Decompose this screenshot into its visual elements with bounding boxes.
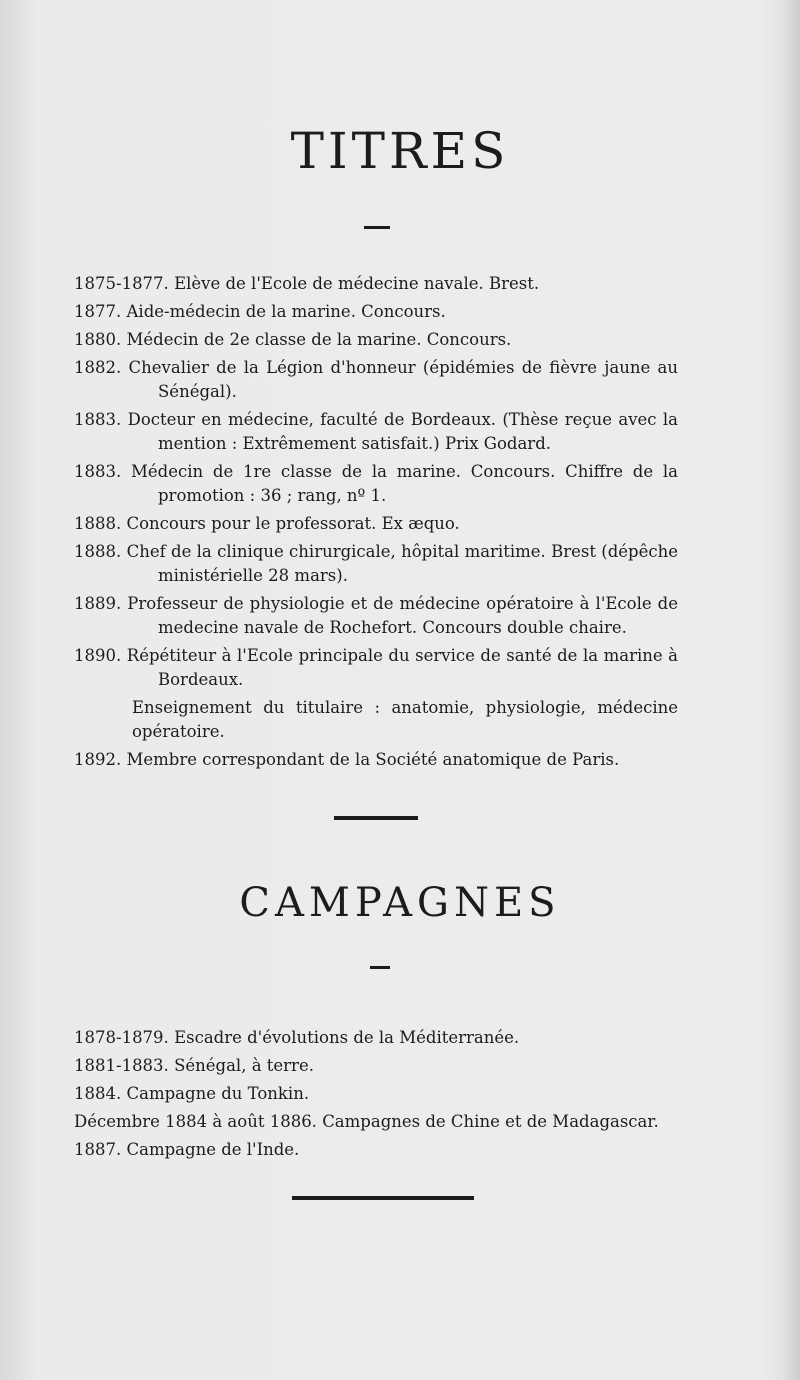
titres-entry bbox=[74, 512, 678, 536]
titres-entry bbox=[74, 328, 678, 352]
entry-text: Enseignement du titulaire : anatomie, physiologie, médecine opératoire. bbox=[132, 698, 678, 741]
titres-heading: TITRES bbox=[290, 122, 510, 180]
section-divider bbox=[334, 816, 418, 820]
titres-entry bbox=[74, 644, 678, 692]
entry-text: Membre correspondant de la Société anatomique de Paris. bbox=[126, 750, 620, 769]
titres-note bbox=[74, 696, 678, 744]
entry-text: Elève de l'Ecole de médecine navale. Brest. bbox=[174, 274, 540, 293]
entry-year: 1875-1877. bbox=[74, 274, 169, 293]
entry-year: 1892. bbox=[74, 750, 122, 769]
entry-year: 1889. bbox=[74, 594, 122, 613]
entry-text: Sénégal, à terre. bbox=[174, 1056, 314, 1075]
entry-text: Escadre d'évolutions de la Méditerranée. bbox=[174, 1028, 520, 1047]
titres-entry bbox=[74, 272, 678, 296]
entry-text: Docteur en médecine, faculté de Bordeaux. (Thèse reçue avec la mention : Extrêmement satisfait.) Prix Godard. bbox=[127, 410, 678, 453]
titres-list bbox=[74, 272, 678, 776]
titres-entry bbox=[74, 460, 678, 508]
titres-entry bbox=[74, 356, 678, 404]
campagnes-entry bbox=[74, 1026, 678, 1050]
entry-text: Répétiteur à l'Ecole principale du service de santé de la marine à Bordeaux. bbox=[126, 646, 678, 689]
entry-text: Chef de la clinique chirurgicale, hôpital maritime. Brest (dépêche ministérielle 28 mars). bbox=[126, 542, 679, 585]
entry-year: 1888. bbox=[74, 514, 122, 533]
titres-entry bbox=[74, 592, 678, 640]
campagnes-entry bbox=[74, 1082, 678, 1106]
entry-text: Campagne du Tonkin. bbox=[126, 1084, 310, 1103]
entry-year: 1883. bbox=[74, 462, 122, 481]
entry-text: Campagnes de Chine et de Madagascar. bbox=[322, 1112, 659, 1131]
campagnes-dash bbox=[370, 966, 390, 969]
entry-year: 1880. bbox=[74, 330, 122, 349]
entry-year: 1878-1879. bbox=[74, 1028, 169, 1047]
entry-year: 1887. bbox=[74, 1140, 122, 1159]
entry-year: 1882. bbox=[74, 358, 122, 377]
entry-year: 1884. bbox=[74, 1084, 122, 1103]
entry-text: Campagne de l'Inde. bbox=[126, 1140, 300, 1159]
titres-dash bbox=[364, 226, 390, 229]
entry-year: 1883. bbox=[74, 410, 122, 429]
entry-year: 1881-1883. bbox=[74, 1056, 169, 1075]
titres-entry bbox=[74, 540, 678, 588]
entry-year: 1888. bbox=[74, 542, 122, 561]
titres-entry bbox=[74, 748, 678, 772]
campagnes-entry bbox=[74, 1054, 678, 1078]
entry-text: Aide-médecin de la marine. Concours. bbox=[126, 302, 446, 321]
entry-year: 1890. bbox=[74, 646, 122, 665]
end-divider bbox=[292, 1196, 474, 1200]
campagnes-entry bbox=[74, 1110, 678, 1134]
entry-text: Concours pour le professorat. Ex æquo. bbox=[126, 514, 460, 533]
entry-text: Médecin de 2e classe de la marine. Concours. bbox=[126, 330, 512, 349]
entry-text: Médecin de 1re classe de la marine. Concours. Chiffre de la promotion : 36 ; rang, nº 1. bbox=[131, 462, 678, 505]
entry-text: Chevalier de la Légion d'honneur (épidémies de fièvre jaune au Sénégal). bbox=[128, 358, 678, 401]
campagnes-list bbox=[74, 1026, 678, 1166]
campagnes-entry bbox=[74, 1138, 678, 1162]
page-edge-shadow bbox=[782, 0, 800, 1380]
entry-text: Professeur de physiologie et de médecine opératoire à l'Ecole de medecine navale de Rochefort. Concours double chaire. bbox=[127, 594, 678, 637]
entry-year: 1877. bbox=[74, 302, 122, 321]
titres-entry bbox=[74, 300, 678, 324]
titres-entry bbox=[74, 408, 678, 456]
campagnes-heading: CAMPAGNES bbox=[239, 880, 561, 926]
entry-year: Décembre 1884 à août 1886. bbox=[74, 1112, 317, 1131]
